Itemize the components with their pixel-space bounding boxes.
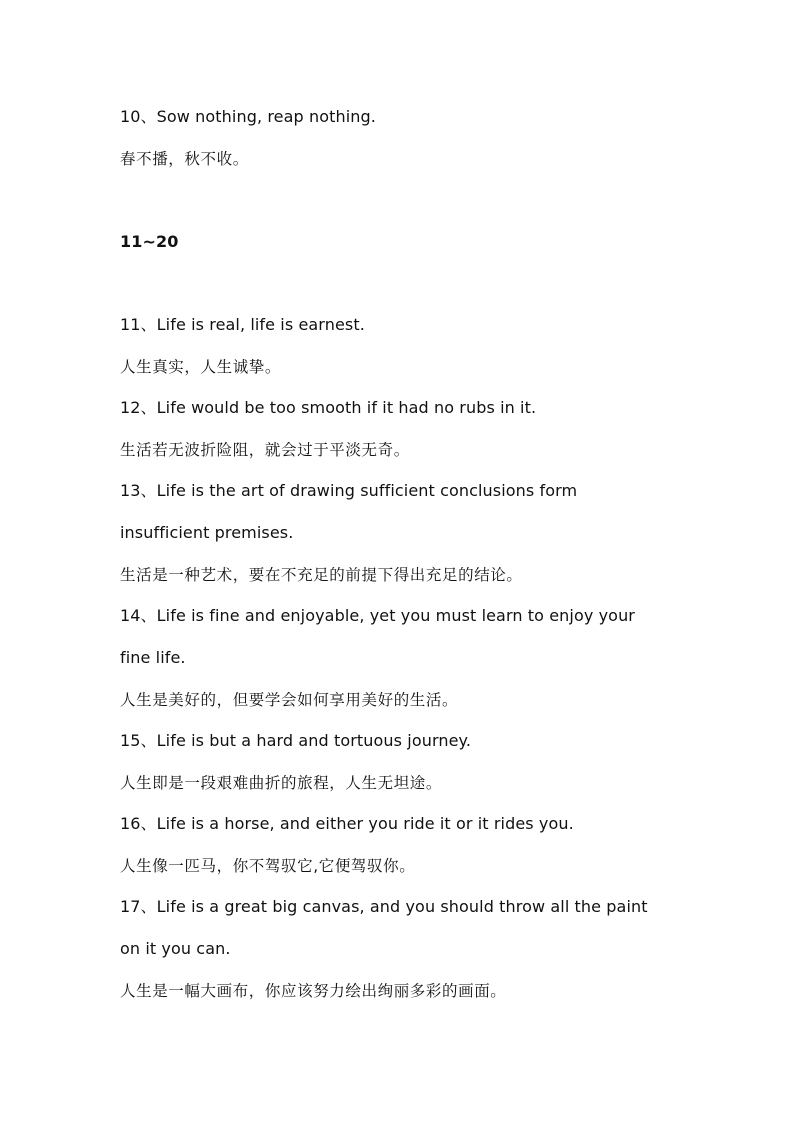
entry-17-english-line2: on it you can. [120, 939, 231, 958]
entry-14-english-line2: fine life. [120, 648, 186, 667]
entry-16-english: 16、Life is a horse, and either you ride it or it rides you. [120, 814, 574, 833]
entry-15-english: 15、Life is but a hard and tortuous journey. [120, 731, 472, 750]
entry-12-chinese: 生活若无波折险阻，就会过于平淡无奇。 [120, 441, 410, 459]
entry-16-chinese: 人生像一匹马，你不驾驭它,它便驾驭你。 [120, 857, 416, 875]
entry-10-chinese: 春不播，秋不收。 [120, 150, 249, 168]
entry-15-chinese: 人生即是一段艰难曲折的旅程，人生无坦途。 [120, 774, 443, 792]
entry-11-english: 11、Life is real, life is earnest. [120, 315, 365, 334]
entry-11-chinese: 人生真实，人生诚挚。 [120, 358, 282, 376]
entry-13-chinese: 生活是一种艺术，要在不充足的前提下得出充足的结论。 [120, 566, 523, 584]
entry-13-english-line1: 13、Life is the art of drawing sufficient conclusions form [120, 481, 578, 500]
entry-17-english-line1: 17、Life is a great big canvas, and you should throw all the paint [120, 897, 648, 916]
entry-10-english: 10、Sow nothing, reap nothing. [120, 107, 376, 126]
section-heading: 11~20 [120, 232, 179, 251]
entry-12-english: 12、Life would be too smooth if it had no rubs in it. [120, 398, 537, 417]
entry-14-english-line1: 14、Life is fine and enjoyable, yet you must learn to enjoy your [120, 606, 635, 625]
entry-17-chinese: 人生是一幅大画布，你应该努力绘出绚丽多彩的画面。 [120, 982, 507, 1000]
entry-14-chinese: 人生是美好的，但要学会如何享用美好的生活。 [120, 691, 459, 709]
entry-13-english-line2: insufficient premises. [120, 523, 294, 542]
